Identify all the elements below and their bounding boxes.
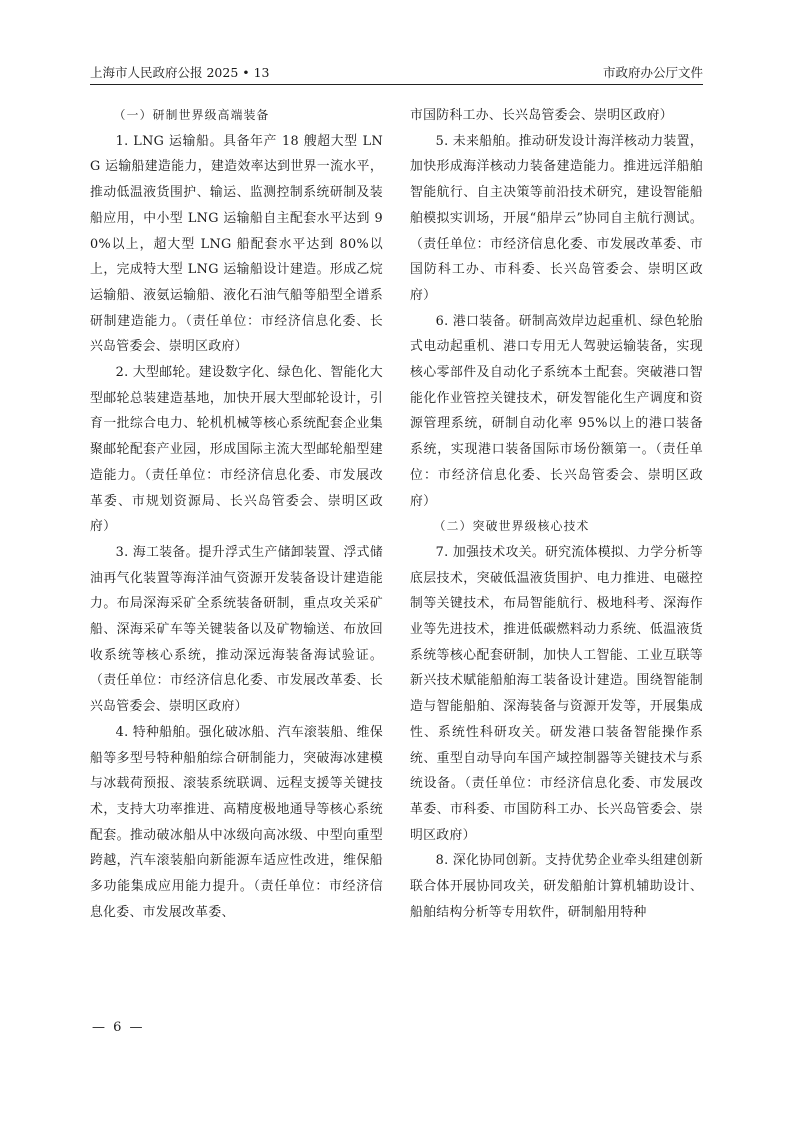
paragraph-continuation: 市国防科工办、长兴岛管委会、崇明区政府） <box>410 108 673 123</box>
paragraph: 8. 深化协同创新。支持优势企业牵头组建创新联合体开展协同攻关，研发船舶计算机辅助设计、船舶结构分析等专用软件，研制船用特种 <box>410 853 703 920</box>
page-header <box>90 60 703 85</box>
right-column <box>410 103 703 926</box>
paragraph: 2. 大型邮轮。建设数字化、绿色化、智能化大型邮轮总装建造基地，加快开展大型邮轮设计，引育一批综合电力、轮机机械等核心系统配套企业集聚邮轮配套产业园，形成国际主流大型邮轮船型建造能力。（责任单位：市经济信息化委、市发展改革委、市规划资源局、长兴岛管委会、崇明区政府） <box>90 365 383 535</box>
paragraph: 1. LNG 运输船。具备年产 18 艘超大型 LNG 运输船建造能力，建造效率达到世界一流水平，推动低温液货围护、输运、监测控制系统研制及装船应用，中小型 LNG 运输船自主配套水平达到 90%以上，超大型 LNG 船配套水平达到 80%以上，完成特大型 LNG 运输船设计建造。形成乙烷运输船、液氨运输船、液化石油气船等船型全谱系研制建造能力。（责任单位：市经济信息化委、长兴岛管委会、崇明区政府） <box>90 133 383 355</box>
paragraph: 4. 特种船舶。强化破冰船、汽车滚装船、维保船等多型号特种船舶综合研制能力，突破海冰建模与冰载荷预报、滚装系统联调、远程支援等关键技术，支持大功率推进、高精度极地通导等核心系统配套。推动破冰船从中冰级向高冰级、中型向重型跨越，汽车滚装船向新能源车适应性改进，维保船多功能集成应用能力提升。（责任单位：市经济信息化委、市发展改革委、 <box>90 724 383 920</box>
document-category: 市政府办公厅文件 <box>602 65 703 80</box>
paragraph: 3. 海工装备。提升浮式生产储卸装置、浮式储油再气化装置等海洋油气资源开发装备设计建造能力。布局深海采矿全系统装备研制，重点攻关采矿船、深海采矿车等关键装备以及矿物输送、布放回收系统等核心系统，推动深远海装备海试验证。（责任单位：市经济信息化委、市发展改革委、长兴岛管委会、崇明区政府） <box>90 544 383 715</box>
page-number: — 6 — <box>92 1020 145 1035</box>
paragraph: 7. 加强技术攻关。研究流体模拟、力学分析等底层技术，突破低温液货围护、电力推进、电磁控制等关键技术，布局智能航行、极地科考、深海作业等先进技术，推进低碳燃料动力系统、低温液货系统等核心配套研制，加快人工智能、工业互联等新兴技术赋能船舶海工装备设计建造。围绕智能制造与智能船舶、深海装备与资源开发等，开展集成性、系统性科研攻关。研发港口装备智能操作系统、重型自动导向车国产域控制器等关键技术与系统设备。（责任单位：市经济信息化委、市发展改革委、市科委、市国防科工办、长兴岛管委会、崇明区政府） <box>410 544 703 843</box>
paragraph: 5. 未来船舶。推动研发设计海洋核动力装置，加快形成海洋核动力装备建造能力。推进远洋船舶智能航行、自主决策等前沿技术研究，建设智能船舶模拟实训场，开展“船岸云”协同自主航行测试。（责任单位：市经济信息化委、市发展改革委、市国防科工办、市科委、长兴岛管委会、崇明区政府） <box>410 133 703 303</box>
left-column <box>90 103 383 926</box>
section-heading: （二）突破世界级核心技术 <box>433 519 590 534</box>
section-heading: （一）研制世界级高端装备 <box>113 108 270 122</box>
paragraph: 6. 港口装备。研制高效岸边起重机、绿色轮胎式电动起重机、港口专用无人驾驶运输装备，实现核心零部件及自动化子系统本土配套。突破港口智能化作业管控关键技术，研发智能化生产调度和资源管理系统，研制自动化率 95%以上的港口装备系统，实现港口装备国际市场份额第一。（责任单位：市经济信息化委、长兴岛管委会、崇明区政府） <box>410 313 703 509</box>
publication-title: 上海市人民政府公报 2025 • 13 <box>90 65 270 80</box>
